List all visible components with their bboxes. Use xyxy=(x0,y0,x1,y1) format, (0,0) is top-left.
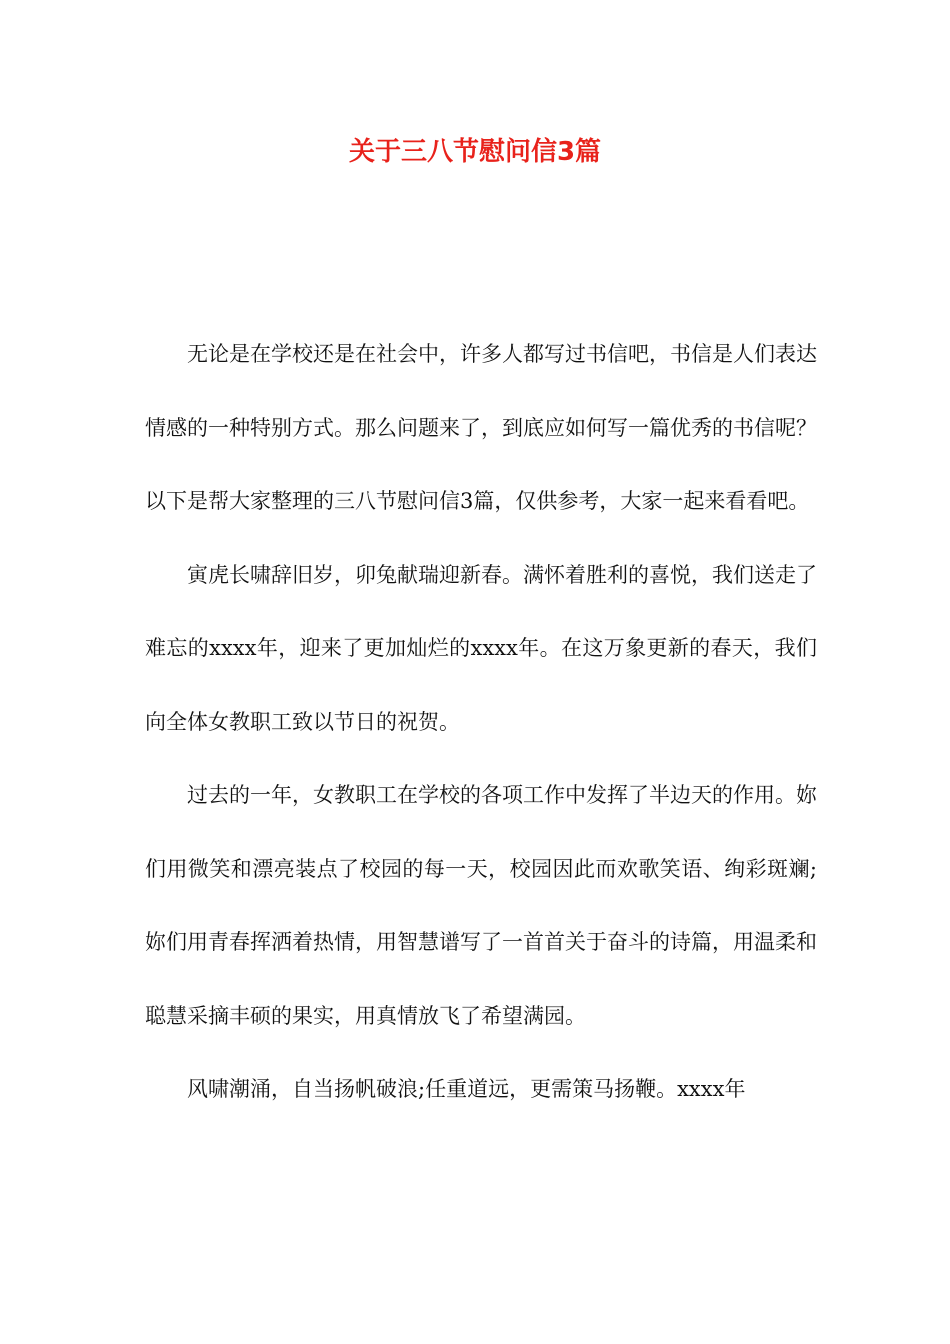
document-body xyxy=(145,318,817,1127)
paragraph-past-year: 过去的一年，女教职工在学校的各项工作中发挥了半边天的作用。妳们用微笑和漂亮装点了校园的每一天，校园因此而欢歌笑语、绚彩斑斓;妳们用青春挥洒着热情，用智慧谱写了一首首关于奋斗的诗篇，用温柔和聪慧采摘丰硕的果实，用真情放飞了希望满园。 xyxy=(145,783,817,1028)
document-title: 关于三八节慰问信3篇 xyxy=(348,137,602,167)
paragraph-future: 风啸潮涌，自当扬帆破浪;任重道远，更需策马扬鞭。xxxx年 xyxy=(187,1077,746,1101)
paragraph-intro: 无论是在学校还是在社会中，许多人都写过书信吧，书信是人们表达情感的一种特别方式。那么问题来了，到底应如何写一篇优秀的书信呢？以下是帮大家整理的三八节慰问信3篇，仅供参考，大家一起来看看吧。 xyxy=(145,342,817,513)
paragraph-new-year: 寅虎长啸辞旧岁，卯兔献瑞迎新春。满怀着胜利的喜悦，我们送走了难忘的xxxx年，迎来了更加灿烂的xxxx年。在这万象更新的春天，我们向全体女教职工致以节日的祝贺。 xyxy=(145,562,817,734)
